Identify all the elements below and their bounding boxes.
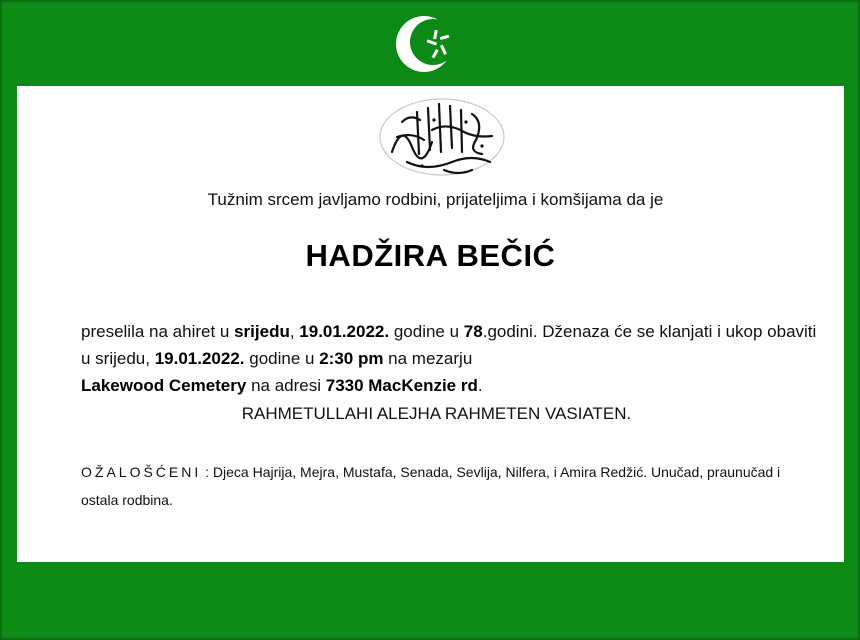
deceased-name: HADŽIRA BEČIĆ	[305, 238, 556, 273]
age-at-death: 78	[463, 322, 483, 341]
mourners-list	[81, 458, 804, 514]
date-of-death: 19.01.2022.	[299, 322, 390, 341]
notice-card	[17, 86, 844, 562]
closing-prayer: RAHMETULLAHI ALEJHA RAHMETEN VASIATEN.	[241, 404, 632, 423]
notice-body	[81, 318, 826, 399]
cemetery-address: 7330 MacKenzie rd	[325, 376, 478, 395]
cemetery-name: Lakewood Cemetery	[81, 376, 247, 395]
day-of-death: srijedu	[234, 322, 290, 341]
body-text-8: .	[477, 376, 483, 395]
funeral-date: 19.01.2022.	[154, 349, 245, 368]
intro-text: Tužnim srcem javljamo rodbini, prijateljima i komšijama da je	[207, 190, 664, 209]
body-text-4: .godini. Dženaza će se klanjati i ukop obaviti u srijedu,	[81, 322, 817, 368]
body-text-5: godine u	[244, 349, 320, 368]
body-text-1: preselila na ahiret u	[81, 322, 235, 341]
arabic-calligraphy-icon	[372, 92, 512, 182]
mourners-names: : Djeca Hajrija, Mejra, Mustafa, Senada, Sevlija, Nilfera, i Amira Redžić. Unučad, praunučad i ostala rodbina.	[81, 464, 781, 508]
body-text-2: ,	[289, 322, 300, 341]
body-text-3: godine u	[389, 322, 464, 341]
body-text-7: na adresi	[246, 376, 326, 395]
mourners-label: OŽALOŠĆENI	[81, 464, 202, 480]
funeral-time: 2:30 pm	[319, 349, 384, 368]
body-text-6: na mezarju	[383, 349, 473, 368]
crescent-and-star-icon	[394, 12, 458, 76]
